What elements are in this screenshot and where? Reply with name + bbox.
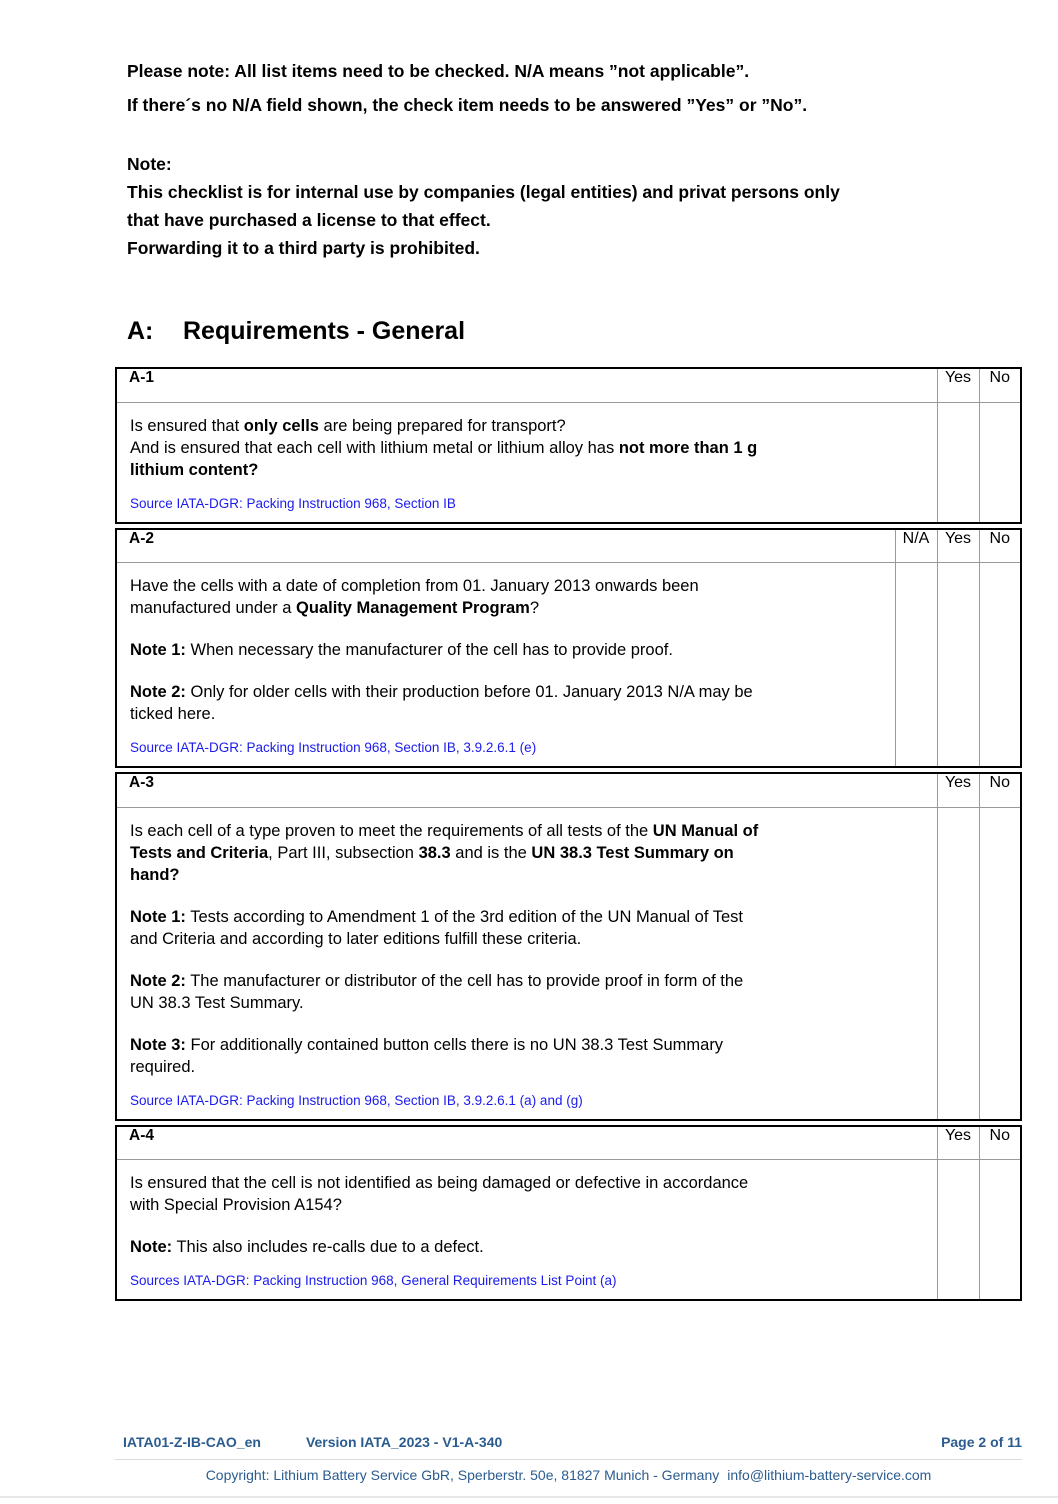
answer-cell-no[interactable] <box>979 402 1021 523</box>
item-id: A-3 <box>116 773 937 807</box>
question-paragraph: Note 1: When necessary the manufacturer of the cell has to provide proof. <box>130 641 673 659</box>
intro-line-2: If there´s no N/A field shown, the check item needs to be answered ”Yes” or ”No”. <box>127 95 808 115</box>
checklist-item-a2 <box>115 528 1022 769</box>
answer-cell-no[interactable] <box>979 563 1021 768</box>
item-question <box>116 807 937 1120</box>
question-paragraph: Note: This also includes re-calls due to a defect. <box>130 1238 484 1256</box>
column-header-no: No <box>979 529 1021 563</box>
footer-version: Version IATA_2023 - V1-A-340 <box>305 1434 503 1450</box>
checklist-item-a3 <box>115 772 1022 1121</box>
note-block <box>127 150 1022 262</box>
checklist <box>115 367 1022 1301</box>
question-paragraph: Note 2: Only for older cells with their production before 01. January 2013 N/A may be ticked here. <box>130 683 753 723</box>
question-paragraph: Note 1: Tests according to Amendment 1 of the 3rd edition of the UN Manual of Test and Criteria and according to later editions fulfill these criteria. <box>130 907 743 948</box>
column-header-no: No <box>979 1126 1021 1160</box>
intro-block <box>115 0 1022 262</box>
source-reference: Source IATA-DGR: Packing Instruction 968, Section IB, 3.9.2.6.1 (a) and (g) <box>130 1092 583 1108</box>
column-header-no: No <box>979 368 1021 402</box>
column-header-yes: Yes <box>937 529 979 563</box>
checklist-item-a1 <box>115 367 1022 524</box>
copyright-text: Copyright: Lithium Battery Service GbR, Sperberstr. 50e, 81827 Munich - Germany <box>205 1467 720 1483</box>
page-footer <box>115 1434 1022 1483</box>
question-paragraph: Note 2: The manufacturer or distributor of the cell has to provide proof in form of the UN 38.3 Test Summary. <box>130 971 744 1012</box>
item-question <box>116 563 895 768</box>
column-header-yes: Yes <box>937 1126 979 1160</box>
answer-cell-na[interactable] <box>895 563 937 768</box>
page-content <box>115 0 1022 1305</box>
source-reference: Source IATA-DGR: Packing Instruction 968, Section IB <box>130 495 456 511</box>
item-question <box>116 1160 937 1301</box>
footer-doc-id: IATA01-Z-IB-CAO_en <box>123 1434 261 1450</box>
section-heading <box>127 317 1022 346</box>
note-line-1: This checklist is for internal use by companies (legal entities) and privat persons only <box>127 182 840 202</box>
question-paragraph: Is ensured that the cell is not identified as being damaged or defective in accordance with Special Provision A154? <box>130 1174 749 1214</box>
note-line-3: Forwarding it to a third party is prohibited. <box>127 238 480 258</box>
answer-cell-yes[interactable] <box>937 807 979 1120</box>
note-line-2: that have purchased a license to that effect. <box>127 210 491 230</box>
column-header-na: N/A <box>895 529 937 563</box>
question-paragraph: Note 3: For additionally contained button cells there is no UN 38.3 Test Summary required. <box>130 1035 724 1076</box>
footer-page-number: Page 2 of 11 <box>941 1434 1022 1450</box>
section-prefix: A: <box>127 317 154 345</box>
intro-line-1: Please note: All list items need to be checked. N/A means ”not applicable”. <box>127 61 750 81</box>
page-bottom-border <box>0 1496 1058 1498</box>
checklist-item-a4 <box>115 1125 1022 1302</box>
answer-cell-yes[interactable] <box>937 402 979 523</box>
column-header-no: No <box>979 773 1021 807</box>
column-header-yes: Yes <box>937 368 979 402</box>
column-header-yes: Yes <box>937 773 979 807</box>
source-reference: Sources IATA-DGR: Packing Instruction 968, General Requirements List Point (a) <box>130 1273 617 1288</box>
footer-meta-row <box>115 1434 1022 1450</box>
item-id: A-1 <box>116 368 937 402</box>
question-paragraph: Is each cell of a type proven to meet the requirements of all tests of the UN Manual of Tests and Criteria, Part III, subsection 38.3 and is the UN 38.3 Test Summary on hand? <box>130 821 759 884</box>
contact-email-link[interactable]: info@lithium-battery-service.com <box>727 1467 932 1483</box>
answer-cell-no[interactable] <box>979 1160 1021 1301</box>
footer-copyright-row <box>115 1467 1022 1483</box>
question-paragraph: Have the cells with a date of completion from 01. January 2013 onwards been manufactured under a Quality Management Program? <box>130 577 699 617</box>
note-label: Note: <box>127 154 172 174</box>
question-paragraph: Is ensured that only cells are being prepared for transport? And is ensured that each cell with lithium metal or lithium alloy has not more than 1 g lithium content? <box>130 416 758 479</box>
answer-cell-yes[interactable] <box>937 1160 979 1301</box>
answer-cell-no[interactable] <box>979 807 1021 1120</box>
footer-divider <box>115 1459 1022 1460</box>
section-title: Requirements - General <box>183 317 466 345</box>
item-question <box>116 402 937 523</box>
answer-cell-yes[interactable] <box>937 563 979 768</box>
item-id: A-2 <box>116 529 895 563</box>
item-id: A-4 <box>116 1126 937 1160</box>
source-reference: Source IATA-DGR: Packing Instruction 968, Section IB, 3.9.2.6.1 (e) <box>130 740 537 755</box>
